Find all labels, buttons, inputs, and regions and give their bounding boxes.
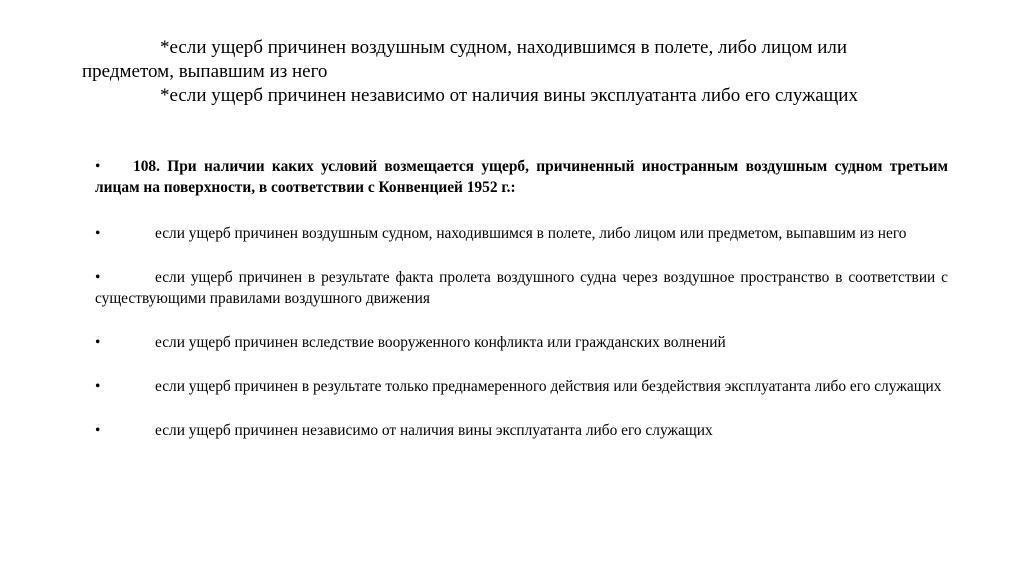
- question-item: [95, 156, 948, 198]
- answer-line-2: предметом, выпавшим из него: [82, 61, 328, 82]
- bullet-icon: •: [95, 378, 101, 395]
- option-text-4: если ущерб причинен в результате только преднамеренного действия или бездействия эксплуатанта либо его служащих: [155, 378, 942, 395]
- option-text-2: если ущерб причинен в результате факта пролета воздушного судна через воздушное пространство в соответствии с существующими правилами воздушного движения: [95, 269, 948, 307]
- bullet-icon: •: [95, 334, 101, 351]
- question-list: [95, 156, 948, 464]
- option-text-5: если ущерб причинен независимо от наличия вины эксплуатанта либо его служащих: [155, 422, 713, 439]
- bullet-icon: •: [95, 269, 101, 286]
- option-item-4: [95, 376, 948, 397]
- option-text-1: если ущерб причинен воздушным судном, находившимся в полете, либо лицом или предметом, выпавшим из него: [155, 225, 907, 242]
- answer-line-3: *если ущерб причинен независимо от наличия вины эксплуатанта либо его служащих: [160, 85, 858, 106]
- question-text: 108. При наличии каких условий возмещается ущерб, причиненный иностранным воздушным судном третьим лицам на поверхности, в соответствии с Конвенцией 1952 г.:: [95, 158, 948, 196]
- answer-line-1: *если ущерб причинен воздушным судном, находившимся в полете, либо лицом или: [160, 37, 848, 58]
- answer-summary: [82, 36, 962, 108]
- option-item-2: [95, 267, 948, 309]
- option-text-3: если ущерб причинен вследствие вооруженного конфликта или гражданских волнений: [155, 334, 726, 351]
- option-item-1: [95, 223, 948, 244]
- option-item-3: [95, 332, 948, 353]
- bullet-icon: •: [95, 422, 101, 439]
- option-item-5: [95, 420, 948, 441]
- bullet-icon: •: [95, 158, 101, 175]
- bullet-icon: •: [95, 225, 101, 242]
